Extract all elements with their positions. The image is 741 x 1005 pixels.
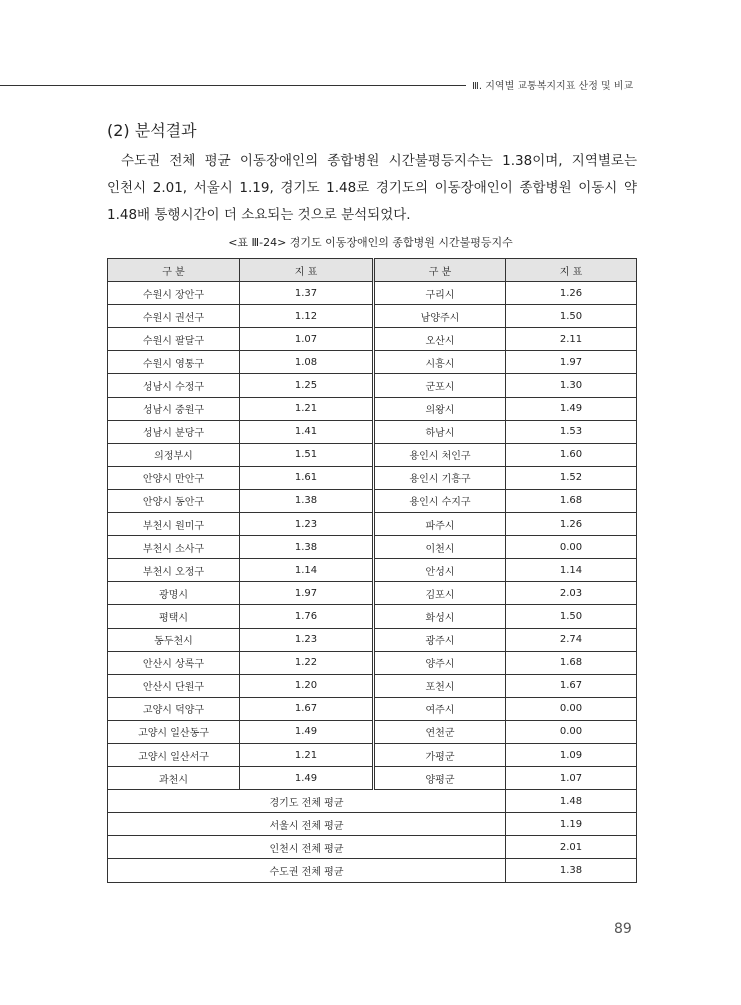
table-row: [108, 674, 637, 697]
index-right-cell: 1.26: [506, 282, 637, 305]
region-right-cell: 용인시 처인구: [374, 443, 506, 466]
region-left-cell: 과천시: [108, 767, 240, 790]
region-left-cell: 동두천시: [108, 628, 240, 651]
index-left-cell: 1.23: [240, 513, 374, 536]
index-left-cell: 1.38: [240, 489, 374, 512]
region-right-cell: 남양주시: [374, 305, 506, 328]
table-row: [108, 651, 637, 674]
index-left-cell: 1.51: [240, 443, 374, 466]
region-right-cell: 파주시: [374, 513, 506, 536]
index-left-cell: 1.07: [240, 328, 374, 351]
summary-value-cell: 2.01: [506, 836, 637, 859]
summary-label-cell: 인천시 전체 평균: [108, 836, 506, 859]
region-left-cell: 성남시 수정구: [108, 374, 240, 397]
table-row: [108, 420, 637, 443]
header-region-left: 구 분: [108, 259, 240, 282]
index-left-cell: 1.38: [240, 536, 374, 559]
region-right-cell: 하남시: [374, 420, 506, 443]
paragraph-line: 인천시 2.01, 서울시 1.19, 경기도 1.48로 경기도의 이동장애인이 종합병원 이동시 약: [107, 180, 637, 196]
index-right-cell: 1.49: [506, 397, 637, 420]
region-right-cell: 오산시: [374, 328, 506, 351]
region-left-cell: 성남시 분당구: [108, 420, 240, 443]
table-row: [108, 767, 637, 790]
index-right-cell: 1.97: [506, 351, 637, 374]
header-index-left: 지 표: [240, 259, 374, 282]
index-left-cell: 1.12: [240, 305, 374, 328]
region-left-cell: 의정부시: [108, 443, 240, 466]
region-left-cell: 부천시 원미구: [108, 513, 240, 536]
index-right-cell: 1.09: [506, 743, 637, 766]
summary-row: [108, 813, 637, 836]
index-right-cell: 1.30: [506, 374, 637, 397]
region-left-cell: 부천시 소사구: [108, 536, 240, 559]
summary-value-cell: 1.48: [506, 790, 637, 813]
header-index-right: 지 표: [506, 259, 637, 282]
index-right-cell: 1.67: [506, 674, 637, 697]
region-right-cell: 용인시 기흥구: [374, 466, 506, 489]
region-left-cell: 성남시 중원구: [108, 397, 240, 420]
table-row: [108, 443, 637, 466]
paragraph-line: 수도권 전체 평균 이동장애인의 종합병원 시간불평등지수는 1.38이며, 지역별로는: [121, 153, 637, 169]
index-right-cell: 1.52: [506, 466, 637, 489]
region-left-cell: 부천시 오정구: [108, 559, 240, 582]
table-caption: <표 Ⅲ-24> 경기도 이동장애인의 종합병원 시간불평등지수: [228, 236, 513, 249]
summary-row: [108, 790, 637, 813]
index-right-cell: 1.60: [506, 443, 637, 466]
table-row: [108, 397, 637, 420]
index-right-cell: 0.00: [506, 720, 637, 743]
region-right-cell: 구리시: [374, 282, 506, 305]
paragraph-line: 1.48배 통행시간이 더 소요되는 것으로 분석되었다.: [107, 207, 411, 223]
index-left-cell: 1.21: [240, 743, 374, 766]
region-right-cell: 시흥시: [374, 351, 506, 374]
region-right-cell: 안성시: [374, 559, 506, 582]
table-body: [108, 282, 637, 790]
index-left-cell: 1.23: [240, 628, 374, 651]
region-right-cell: 양주시: [374, 651, 506, 674]
section-title: (2) 분석결과: [107, 121, 197, 140]
index-right-cell: 1.07: [506, 767, 637, 790]
region-right-cell: 연천군: [374, 720, 506, 743]
index-left-cell: 1.61: [240, 466, 374, 489]
index-right-cell: 2.11: [506, 328, 637, 351]
page-number: 89: [614, 921, 632, 937]
summary-row: [108, 836, 637, 859]
region-left-cell: 안양시 만안구: [108, 466, 240, 489]
region-left-cell: 광명시: [108, 582, 240, 605]
index-left-cell: 1.49: [240, 767, 374, 790]
index-right-cell: 1.68: [506, 651, 637, 674]
index-left-cell: 1.14: [240, 559, 374, 582]
region-right-cell: 김포시: [374, 582, 506, 605]
region-left-cell: 수원시 팔달구: [108, 328, 240, 351]
table-row: [108, 351, 637, 374]
summary-label-cell: 서울시 전체 평균: [108, 813, 506, 836]
region-left-cell: 안산시 단원구: [108, 674, 240, 697]
index-left-cell: 1.37: [240, 282, 374, 305]
table-row: [108, 605, 637, 628]
index-left-cell: 1.76: [240, 605, 374, 628]
index-right-cell: 1.14: [506, 559, 637, 582]
region-left-cell: 고양시 일산서구: [108, 743, 240, 766]
index-left-cell: 1.25: [240, 374, 374, 397]
index-right-cell: 1.50: [506, 305, 637, 328]
body-paragraph: [107, 148, 637, 229]
header-rule: [0, 85, 466, 86]
region-left-cell: 안양시 동안구: [108, 489, 240, 512]
region-left-cell: 수원시 권선구: [108, 305, 240, 328]
index-right-cell: 0.00: [506, 697, 637, 720]
region-left-cell: 고양시 일산동구: [108, 720, 240, 743]
index-right-cell: 1.68: [506, 489, 637, 512]
table-row: [108, 328, 637, 351]
index-left-cell: 1.21: [240, 397, 374, 420]
index-right-cell: 0.00: [506, 536, 637, 559]
index-right-cell: 1.53: [506, 420, 637, 443]
table-row: [108, 628, 637, 651]
table-row: [108, 536, 637, 559]
summary-label-cell: 수도권 전체 평균: [108, 859, 506, 882]
region-right-cell: 여주시: [374, 697, 506, 720]
region-right-cell: 양평군: [374, 767, 506, 790]
index-left-cell: 1.08: [240, 351, 374, 374]
index-right-cell: 2.03: [506, 582, 637, 605]
table-row: [108, 720, 637, 743]
region-left-cell: 수원시 영통구: [108, 351, 240, 374]
table-row: [108, 743, 637, 766]
table-row: [108, 466, 637, 489]
index-right-cell: 2.74: [506, 628, 637, 651]
region-left-cell: 수원시 장안구: [108, 282, 240, 305]
summary-label-cell: 경기도 전체 평균: [108, 790, 506, 813]
table-row: [108, 559, 637, 582]
region-right-cell: 용인시 수지구: [374, 489, 506, 512]
index-left-cell: 1.41: [240, 420, 374, 443]
summary-value-cell: 1.19: [506, 813, 637, 836]
index-left-cell: 1.97: [240, 582, 374, 605]
index-left-cell: 1.67: [240, 697, 374, 720]
index-right-cell: 1.26: [506, 513, 637, 536]
region-left-cell: 평택시: [108, 605, 240, 628]
index-left-cell: 1.20: [240, 674, 374, 697]
table-row: [108, 282, 637, 305]
region-right-cell: 의왕시: [374, 397, 506, 420]
index-left-cell: 1.49: [240, 720, 374, 743]
region-left-cell: 고양시 덕양구: [108, 697, 240, 720]
header-region-right: 구 분: [374, 259, 506, 282]
region-right-cell: 이천시: [374, 536, 506, 559]
table-row: [108, 374, 637, 397]
region-right-cell: 포천시: [374, 674, 506, 697]
region-right-cell: 군포시: [374, 374, 506, 397]
table-summary: [108, 790, 637, 882]
region-left-cell: 안산시 상록구: [108, 651, 240, 674]
summary-value-cell: 1.38: [506, 859, 637, 882]
region-right-cell: 화성시: [374, 605, 506, 628]
summary-row: [108, 859, 637, 882]
table-row: [108, 305, 637, 328]
region-right-cell: 광주시: [374, 628, 506, 651]
table-row: [108, 513, 637, 536]
index-right-cell: 1.50: [506, 605, 637, 628]
table-row: [108, 582, 637, 605]
region-right-cell: 가평군: [374, 743, 506, 766]
running-header: Ⅲ. 지역별 교통복지지표 산정 및 비교: [472, 81, 634, 92]
table-header-row: [108, 259, 637, 282]
table-row: [108, 489, 637, 512]
index-table: [107, 258, 637, 883]
index-left-cell: 1.22: [240, 651, 374, 674]
table-row: [108, 697, 637, 720]
